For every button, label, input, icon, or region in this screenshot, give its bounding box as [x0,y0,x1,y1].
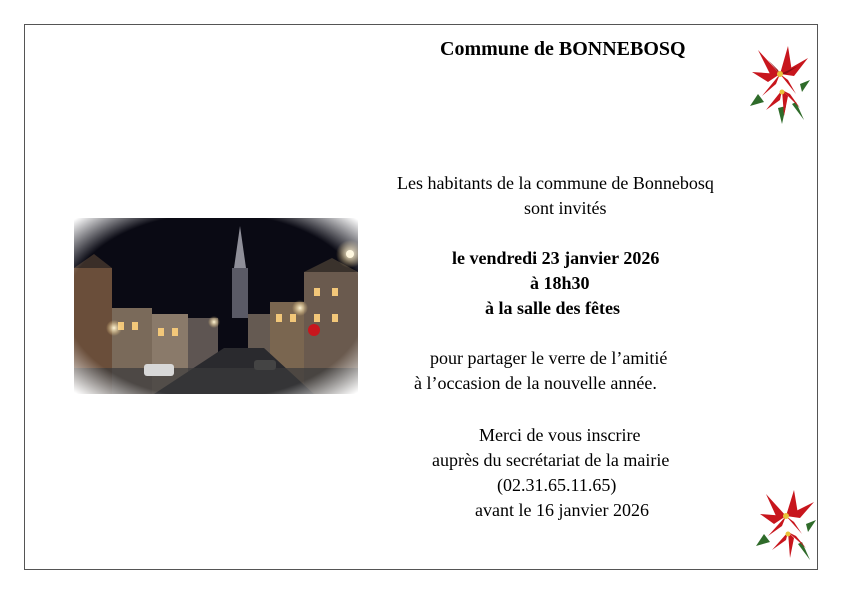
event-place: à la salle des fêtes [485,298,620,318]
rsvp-line-2: auprès du secrétariat de la mairie [432,450,670,470]
rsvp-phone: (02.31.65.11.65) [497,475,617,495]
intro-line-1: Les habitants de la commune de Bonnebosq [397,173,714,193]
poinsettia-icon [756,488,816,566]
purpose-line-2: à l’occasion de la nouvelle année. [414,373,657,393]
rsvp-deadline: avant le 16 janvier 2026 [475,500,649,520]
purpose-line-1: pour partager le verre de l’amitié [430,348,668,368]
poinsettia-icon [748,44,812,126]
page-title: Commune de BONNEBOSQ [440,38,686,60]
village-street-night-image [74,218,358,394]
intro-line-2: sont invités [524,198,607,218]
rsvp-line-1: Merci de vous inscrire [479,425,641,445]
event-time: à 18h30 [530,273,590,293]
event-date: le vendredi 23 janvier 2026 [452,248,660,268]
